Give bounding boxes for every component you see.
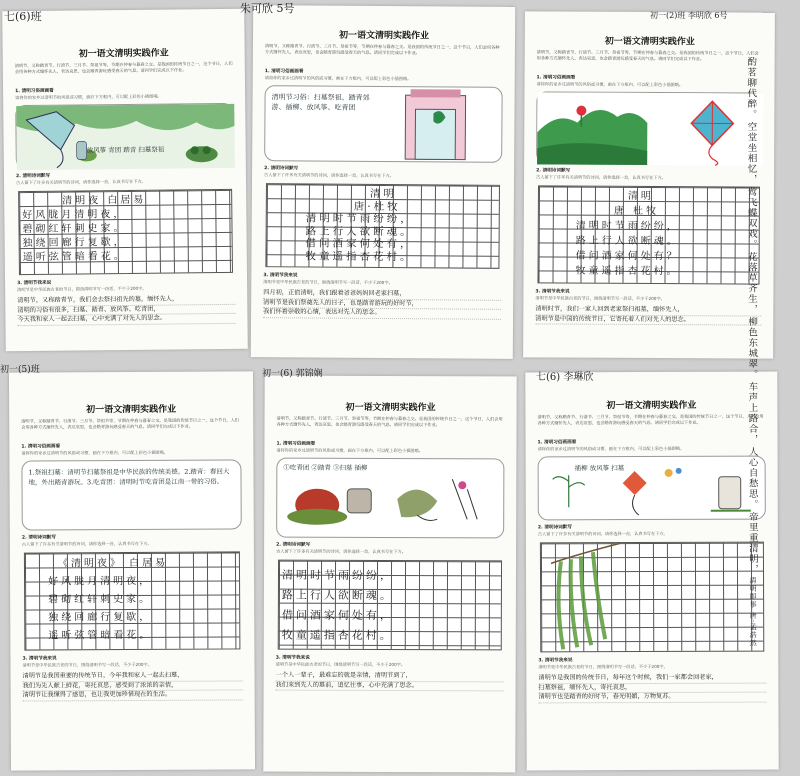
- worksheet-title: 初一语文清明实践作业: [86, 404, 177, 416]
- essay-line: 清明的习俗有很多，扫墓、踏青、放风筝、吃青团，: [17, 304, 235, 316]
- poem-line: 牧童遥指杏花村。: [575, 265, 680, 278]
- poem-line: 借问酒家何处有，: [305, 237, 414, 251]
- worksheet-title: 初一语文清明实践作业: [338, 30, 430, 42]
- essay-line: 清明节，又称踏青节，我们会去祭扫祖先的墓，缅怀先人，: [17, 295, 235, 307]
- section-instruction: 请将你的家乡过清明节的风俗或习惯，画在下方框内，可以配上彩色小插图哦。: [537, 445, 685, 452]
- poem-line: 好风胧月清明夜，: [48, 575, 153, 588]
- poem-line: 柳色东城翠。: [746, 316, 758, 380]
- poem-line: 路上行人欲断魂。: [575, 235, 680, 248]
- worksheet-intro: 清明节，又称踏青节、行清节、三月节、祭祖节等，节期在仲春与暮春之交。是我国的传统节日之一，这个节日，人们会用各种方式缅怀先人，表达哀思，也会踏青游玩感受春天的气息。请同学们完成以下作业。: [14, 60, 233, 75]
- section-instruction: 请将你的家乡过清明节的风俗或习惯，画在下方框内，可以配上彩色小插图哦。: [276, 447, 424, 454]
- worksheet-title: 初一语文清明实践作业: [604, 36, 695, 48]
- poem-line: 唐·杜牧: [353, 200, 401, 213]
- student-label: 初一(6) 郭锦娴: [262, 369, 323, 379]
- poem-line: 遥听弦管暗看花。: [22, 250, 127, 264]
- worksheet-1: [2, 9, 248, 352]
- poem-line: 唐 杜牧: [613, 205, 660, 218]
- drawing-frame: [264, 85, 503, 163]
- essay-line: 清明节是我们祭奠先人的日子，也是踏青游玩的好时节，: [263, 299, 501, 310]
- essay-text: [276, 672, 504, 713]
- section-heading: 2. 清明诗词默写: [21, 535, 56, 541]
- drawing-caption: ①吃青团 ②踏青 ③扫墓 插柳: [283, 463, 368, 472]
- poem-line: 好风胧月清明夜，: [22, 208, 127, 222]
- essay-text: [17, 295, 235, 345]
- poem-text: [266, 184, 499, 268]
- poem-line: 路上行人欲断魂。: [305, 224, 414, 238]
- section-heading: 1. 清明习俗画画看: [21, 444, 61, 450]
- worksheet-intro: 清明节，又称踏青节、行清节、三月节、祭祖节等，节期在仲春与暮春之交。是我国的传统节日之一，这个节日，人们会用各种方式缅怀先人，表达哀思，也会踏青游玩感受春天的气息。请同学们完成以下作业。: [276, 415, 503, 428]
- section-heading: 1. 清明习俗画画看: [536, 75, 576, 81]
- poem-line: 借问酒家何处有，: [281, 608, 394, 623]
- section-heading: 3. 清明节我来说: [263, 273, 298, 279]
- essay-line: 我们怀着崇敬的心情，表达对先人的思念。: [263, 308, 501, 319]
- section-heading: 2. 清明诗词默写: [276, 542, 311, 548]
- section-instruction: 清明节是中华民族古老的节日，围绕清明节写一段话，不少于200字。: [275, 661, 406, 668]
- essay-line: 我们为先人献上鲜花，寄托哀思，感受到了浓浓的亲情，: [23, 681, 243, 692]
- drawing-caption: 插柳 放风筝 扫墓: [574, 464, 625, 473]
- essay-line: 一个人一辈子，最难忘的就是亲情，清明节到了，: [276, 672, 504, 682]
- student-label: 七(6) 李琳欣: [536, 372, 594, 383]
- custom-drawing: [16, 104, 235, 170]
- worksheet-intro: 清明节，又称踏青节、行清节、三月节、祭祖节等，节期在仲春与暮春之交。是我国的传统节日之一，这个节日，人们会用各种方式缅怀先人，表达哀思，也会踏青游玩感受春天的气息。请同学们完成以下作业。: [537, 413, 764, 426]
- essay-line: 四月初，正值清明，我们跟着爸爸妈妈回老家扫墓，: [263, 289, 501, 300]
- poem-line: 车声上路合，: [746, 381, 758, 445]
- essay-line: 清明时节，我们一家人回到老家祭扫祖墓，缅怀先人，: [535, 305, 761, 316]
- essay-line: 清明节也是踏青的好时节，春光明媚，万物复苏。: [538, 693, 766, 703]
- section-heading: 3. 清明节我来说: [535, 289, 570, 295]
- section-instruction: 清明节是中华民族古老的节日，围绕清明节写一段话，不少于200字。: [263, 279, 393, 286]
- poem-grid: [18, 189, 233, 275]
- poem-line: 独绕回廊行复歇，: [48, 611, 153, 624]
- essay-line: 今天我和家人一起去扫墓，心中充满了对先人的思念。: [17, 314, 235, 326]
- poem-line: 莺飞蝶双戏。: [745, 186, 757, 250]
- section-heading: 2. 清明诗词默写: [264, 166, 299, 172]
- section-heading: 3. 清明节我来说: [17, 280, 52, 287]
- drawing-caption: 清明节习俗：扫墓祭祖、踏青郊游、插柳、放风筝、吃青团: [271, 93, 370, 112]
- section-heading: 3. 清明节我来说: [538, 658, 573, 664]
- poem-line: 帝里重清明，: [746, 511, 759, 575]
- section-instruction: 清明节是中华民族古老的节日，围绕清明节写一段话，不少于200字。: [538, 663, 668, 670]
- poem-line: 借问酒家何处有？: [575, 250, 680, 263]
- poem-grid: [278, 560, 502, 651]
- section-instruction: 古人留下了许多有关清明节的诗词，请你选择一首，认真书写在下方。: [15, 178, 146, 186]
- worksheet-title: 初一语文清明实践作业: [345, 402, 436, 414]
- essay-line: 我们来到先人的墓前，追忆往事，心中充满了思念。: [276, 681, 504, 691]
- poem-line: 花落草齐生，: [745, 251, 758, 315]
- section-instruction: 清明节是中华民族古老的节日，围绕清明节写一段话，不少于200字。: [17, 285, 147, 293]
- poem-text: [25, 552, 239, 649]
- poem-line: 清明时节雨纷纷，: [575, 220, 680, 233]
- worksheet-title: 初一语文清明实践作业: [606, 400, 697, 412]
- section-heading: 2. 清明诗词默写: [536, 168, 571, 174]
- worksheet-4: [9, 371, 255, 770]
- section-heading: 2. 清明诗词默写: [537, 525, 572, 531]
- poem-line: 遥听弦管暗看花。: [48, 629, 153, 642]
- student-label: 初一(5)班: [0, 365, 40, 375]
- worksheet-title: 初一语文清明实践作业: [78, 48, 169, 60]
- section-heading: 2. 清明诗词默写: [15, 173, 51, 180]
- drawing-frame: [15, 103, 234, 169]
- essay-line: 扫墓祭祖，缅怀先人，寄托哀思，: [538, 683, 766, 693]
- poem-line: 清明时节雨纷纷，: [305, 212, 414, 226]
- essay-text: [538, 674, 766, 727]
- essay-line: 清明节是我国重要的传统节日，今年我和家人一起去扫墓，: [23, 671, 243, 682]
- section-instruction: 请将你的家乡过清明节的风俗或习惯，画在下方框内，可以配上彩色小插图哦。: [15, 93, 162, 101]
- poem-line: 牧童遥指杏花村。: [305, 249, 414, 263]
- worksheet-intro: 清明节，又称踏青节、行清节、三月节、祭祖节等，节期在仲春与暮春之交。是我国的传统节日之一，这个节日，人们会用各种方式缅怀先人，表达哀思，也会踏青游玩感受春天的气息。请同学们完成以下作业。: [536, 49, 759, 62]
- poem-grid: [265, 183, 500, 269]
- worksheet-5: [263, 376, 516, 773]
- custom-drawing: [265, 86, 504, 164]
- section-heading: 1. 清明习俗画画看: [264, 69, 304, 75]
- section-heading: 1. 清明习俗画画看: [537, 440, 577, 446]
- section-instruction: 古人留下了许多有关清明节的诗词，请你选择一首，认真书写在下方。: [21, 540, 152, 547]
- drawing-frame: [21, 459, 241, 530]
- section-instruction: 古人留下了许多有关清明节的诗词，请你选择一首，认真书写在下方。: [264, 172, 394, 179]
- student-label: 初一(2)班 李明欣 6号: [650, 11, 728, 20]
- student-label: 七(6)班: [4, 10, 42, 23]
- section-instruction: 清明节是中华民族古老的节日，围绕清明节写一段话，不少于200字。: [535, 295, 665, 302]
- section-heading: 1. 清明习俗画画看: [276, 441, 316, 447]
- worksheet-2: [251, 5, 515, 359]
- essay-line: 清明节是我国的传统节日，每年这个时候，我们一家都会回老家，: [538, 674, 766, 684]
- poem-line: 人心自愁思。: [746, 446, 758, 510]
- drawing-frame: [276, 458, 504, 539]
- section-instruction: 清明节是中华民族古老的节日，围绕清明节写一段话，不少于200字。: [22, 661, 152, 668]
- poem-line: 清明夜 白居易: [62, 194, 147, 207]
- poem-line: 清明: [627, 190, 654, 203]
- essay-line: 清明节是中国的传统节日，它寄托着人们对先人的思念。: [535, 315, 761, 326]
- poem-line: 碧砌红轩刺史家。: [48, 593, 153, 606]
- poem-line: 碧砌红轩刺史家。: [22, 222, 127, 236]
- section-instruction: 请将你的家乡过清明节的风俗或习惯，画在下方框内，可以配上彩色小插图哦。: [536, 81, 684, 88]
- poem-line: 清明: [369, 187, 397, 201]
- poem-text: [279, 561, 501, 650]
- poem-line: 路上行人欲断魂。: [281, 588, 394, 603]
- section-instruction: 古人留下了许多有关清明节的诗词，请你选择一首，认真书写在下方。: [537, 530, 668, 537]
- poem-line: 空堂坐相忆，: [745, 121, 757, 185]
- poem-line: 独绕回廊行复歇，: [22, 236, 127, 250]
- section-instruction: 请将你的家乡过清明节的风俗或习惯，画在下方框内，可以配上彩色小插图哦。: [21, 449, 168, 456]
- student-label: 朱可欣 5号: [240, 2, 295, 15]
- section-heading: 3. 清明节我来说: [275, 655, 310, 661]
- drawing-caption: 放风筝 青团 踏青 扫墓祭祖: [86, 145, 165, 155]
- drawing-caption: 1.祭祖扫墓：清明节扫墓祭祖是中华民族的传统美德。2.踏青：春回大地，外出踏青游玩。3.吃青团：清明时节吃青团是江南一带的习俗。: [28, 467, 230, 487]
- worksheet-intro: 清明节，又称踏青节、行清节、三月节、祭祖节等，节期在仲春与暮春之交。是我国的传统节日之一，这个节日，人们会用各种方式缅怀先人，表达哀思，也会踏青游玩感受春天的气息。请同学们完成以下作业。: [21, 417, 239, 430]
- section-instruction: 古人留下了许多有关清明节的诗词，请你选择一首，认真书写在下方。: [536, 174, 666, 181]
- essay-text: [23, 671, 243, 732]
- essay-line: 清明节让我懂得了感恩，也让我更加珍惜现在的生活。: [23, 690, 243, 701]
- essay-text: [263, 289, 501, 339]
- poem-line: 清明时节雨纷纷，: [281, 568, 395, 583]
- worksheet-intro: 清明节，又称踏青节、行清节、三月节、祭祖节等，节期在仲春与暮春之交。是我国的传统节日之一，这个节日，人们会用各种方式缅怀先人，表达哀思，也会踏青游玩感受春天的气息。请同学们完成以下作业。: [264, 43, 500, 56]
- poem-line: 牧童遥指杏花村。: [281, 628, 394, 643]
- poem-line: 酌茗聊代醉。: [745, 56, 757, 120]
- poem-line: 清明即事 唐·孟浩然: [749, 576, 758, 647]
- poem-grid: [24, 551, 241, 650]
- section-heading: 3. 清明节我来说: [22, 656, 57, 662]
- section-instruction: 古人留下了许多有关清明节的诗词，请你选择一首，认真书写在下方。: [276, 548, 406, 555]
- section-heading: 1. 清明习俗画画看: [15, 88, 54, 95]
- poem-line: 《清明夜》 白居易: [57, 557, 169, 570]
- section-instruction: 请将你的家乡过清明节的风俗或习惯，画在下方框内，可以配上彩色小插图哦。: [264, 75, 412, 82]
- poem-text: [19, 190, 232, 274]
